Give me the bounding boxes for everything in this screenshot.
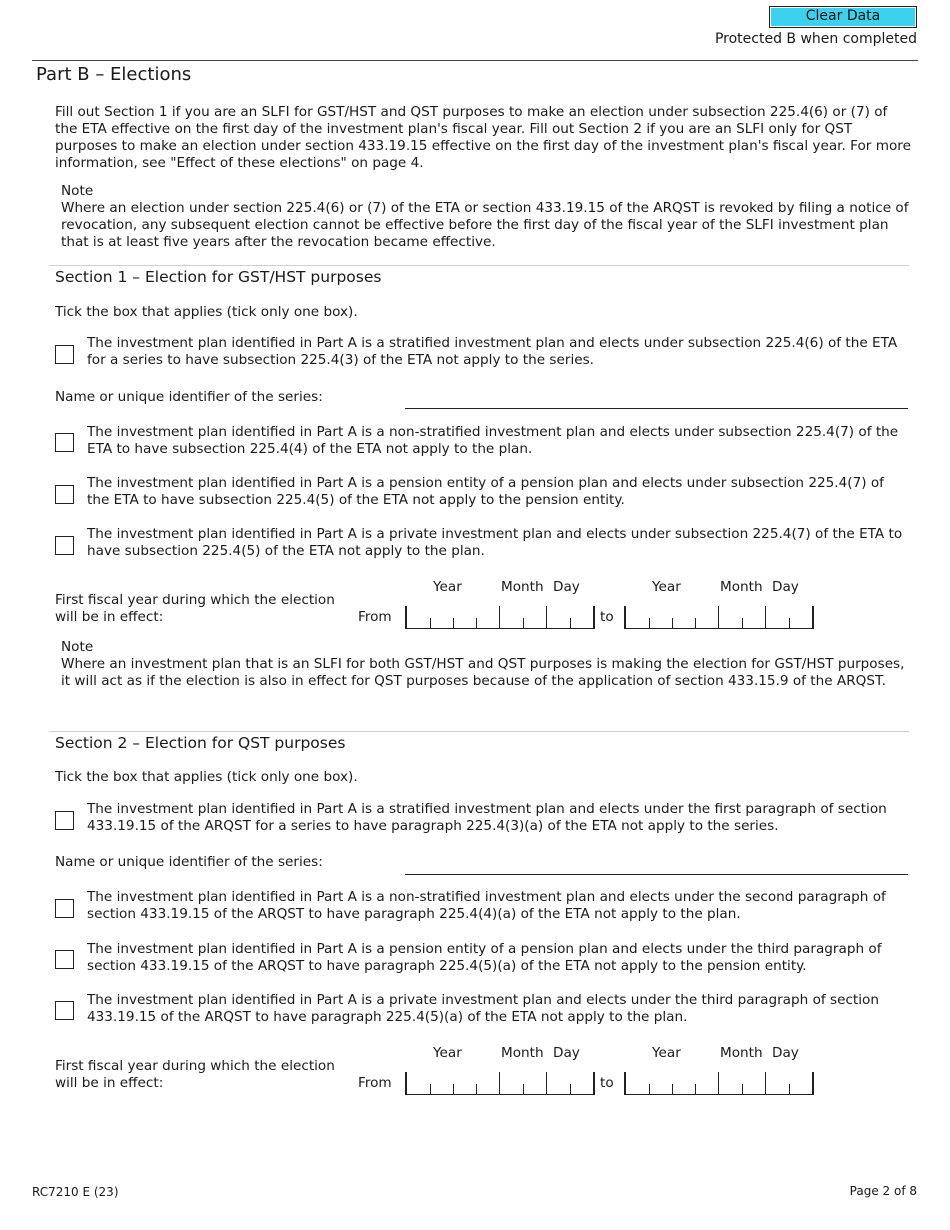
section1-option4-checkbox[interactable] bbox=[55, 536, 74, 555]
note-label: Note bbox=[61, 639, 94, 655]
page-number: Page 2 of 8 bbox=[849, 1184, 917, 1198]
year-field[interactable] bbox=[625, 606, 718, 628]
section1-instruction: Tick the box that applies (tick only one box). bbox=[55, 304, 358, 320]
section2-option2-checkbox[interactable] bbox=[55, 899, 74, 918]
month-field[interactable] bbox=[718, 1072, 765, 1094]
section2-option2-text: The investment plan identified in Part A is a non-stratified investment plan and elects under the second paragraph of section 433.19.15 of the ARQST to have paragraph 225.4(4)(a) of the ETA not apply to the plan. bbox=[87, 889, 886, 922]
month-header: Month bbox=[720, 1045, 763, 1061]
day-field[interactable] bbox=[546, 1072, 594, 1094]
month-header: Month bbox=[501, 579, 544, 595]
day-field[interactable] bbox=[546, 606, 594, 628]
section2-series-label: Name or unique identifier of the series: bbox=[55, 854, 323, 870]
section2-instruction: Tick the box that applies (tick only one box). bbox=[55, 769, 358, 785]
section1-series-input[interactable] bbox=[405, 408, 908, 409]
note-text: Where an investment plan that is an SLFI for both GST/HST and QST purposes is making the election for GST/HST purposes, it will act as if the election is also in effect for QST purposes because of the application of section 433.15.9 of the ARQST. bbox=[61, 656, 905, 689]
month-field[interactable] bbox=[499, 1072, 546, 1094]
month-header: Month bbox=[720, 579, 763, 595]
section2-title: Section 2 – Election for QST purposes bbox=[55, 734, 346, 752]
section2-option3-checkbox[interactable] bbox=[55, 950, 74, 969]
day-header: Day bbox=[772, 1045, 799, 1061]
section1-fiscal-label: First fiscal year during which the election will be in effect: bbox=[55, 592, 335, 625]
section-divider bbox=[49, 731, 909, 732]
section1-from-date[interactable] bbox=[405, 606, 595, 629]
section2-option1-checkbox[interactable] bbox=[55, 811, 74, 830]
section2-option4-text: The investment plan identified in Part A is a private investment plan and elects under the third paragraph of section 433.19.15 of the ARQST to have paragraph 225.4(5)(a) of the ETA not apply to the plan. bbox=[87, 992, 879, 1025]
day-header: Day bbox=[772, 579, 799, 595]
section1-option3-checkbox[interactable] bbox=[55, 485, 74, 504]
section2-option3-text: The investment plan identified in Part A is a pension entity of a pension plan and elects under the third paragraph of section 433.19.15 of the ARQST to have paragraph 225.4(5)(a) of the ETA not apply to the pension entity. bbox=[87, 941, 882, 974]
header-divider bbox=[32, 60, 918, 61]
protected-label: Protected B when completed bbox=[714, 31, 917, 47]
day-field[interactable] bbox=[765, 606, 813, 628]
section1-to-label: to bbox=[600, 609, 614, 625]
year-field[interactable] bbox=[406, 606, 499, 628]
section2-from-date[interactable] bbox=[405, 1072, 595, 1095]
day-header: Day bbox=[553, 1045, 580, 1061]
part-title: Part B – Elections bbox=[36, 64, 192, 85]
section1-option1-checkbox[interactable] bbox=[55, 345, 74, 364]
day-header: Day bbox=[553, 579, 580, 595]
day-field[interactable] bbox=[765, 1072, 813, 1094]
year-field[interactable] bbox=[406, 1072, 499, 1094]
note-label: Note bbox=[61, 183, 94, 199]
section2-to-date[interactable] bbox=[624, 1072, 814, 1095]
section1-option1-text: The investment plan identified in Part A is a stratified investment plan and elects under subsection 225.4(6) of the ETA for a series to have subsection 225.4(3) of the ETA not apply to the series. bbox=[87, 335, 898, 368]
part-note bbox=[61, 183, 913, 251]
form-id: RC7210 E (23) bbox=[32, 1185, 119, 1199]
month-header: Month bbox=[501, 1045, 544, 1061]
section1-to-date[interactable] bbox=[624, 606, 814, 629]
section-divider bbox=[49, 265, 909, 266]
section1-option4-text: The investment plan identified in Part A is a private investment plan and elects under subsection 225.4(7) of the ETA to have subsection 225.4(5) of the ETA not apply to the plan. bbox=[87, 526, 903, 559]
section2-to-label: to bbox=[600, 1075, 614, 1091]
section1-title: Section 1 – Election for GST/HST purposes bbox=[55, 268, 382, 286]
section1-option2-text: The investment plan identified in Part A is a non-stratified investment plan and elects under subsection 225.4(7) of the ETA to have subsection 225.4(4) of the ETA not apply to the plan. bbox=[87, 424, 899, 457]
month-field[interactable] bbox=[499, 606, 546, 628]
year-header: Year bbox=[652, 579, 681, 595]
section1-note bbox=[61, 639, 913, 690]
section2-from-label: From bbox=[358, 1075, 392, 1091]
section1-option3-text: The investment plan identified in Part A is a pension entity of a pension plan and elects under subsection 225.4(7) of the ETA to have subsection 225.4(5) of the ETA not apply to the pension entity. bbox=[87, 475, 884, 508]
section2-series-input[interactable] bbox=[405, 874, 908, 875]
year-header: Year bbox=[433, 579, 462, 595]
section1-from-label: From bbox=[358, 609, 392, 625]
clear-data-button[interactable]: Clear Data bbox=[769, 6, 917, 28]
year-header: Year bbox=[433, 1045, 462, 1061]
year-field[interactable] bbox=[625, 1072, 718, 1094]
intro-paragraph: Fill out Section 1 if you are an SLFI for GST/HST and QST purposes to make an election under subsection 225.4(6) or (7) of the ETA effective on the first day of the investment plan's fiscal year. Fill out Section 2 if you are an SLFI only for QST purposes to make an election under section 433.19.15 effective on the first day of the investment plan's fiscal year. For more information, see "Effect of these elections" on page 4. bbox=[55, 104, 911, 171]
section2-option1-text: The investment plan identified in Part A is a stratified investment plan and elects under the first paragraph of section 433.19.15 of the ARQST for a series to have paragraph 225.4(3)(a) of the ETA not apply to the series. bbox=[87, 801, 887, 834]
section1-series-label: Name or unique identifier of the series: bbox=[55, 389, 323, 405]
section1-option2-checkbox[interactable] bbox=[55, 433, 74, 452]
section2-option4-checkbox[interactable] bbox=[55, 1001, 74, 1020]
month-field[interactable] bbox=[718, 606, 765, 628]
section2-fiscal-label: First fiscal year during which the election will be in effect: bbox=[55, 1058, 335, 1091]
year-header: Year bbox=[652, 1045, 681, 1061]
note-text: Where an election under section 225.4(6) or (7) of the ETA or section 433.19.15 of the ARQST is revoked by filing a notice of revocation, any subsequent election cannot be effective before the first day of the fiscal year of the SLFI investment plan that is at least five years after the revocation became effective. bbox=[61, 200, 909, 250]
